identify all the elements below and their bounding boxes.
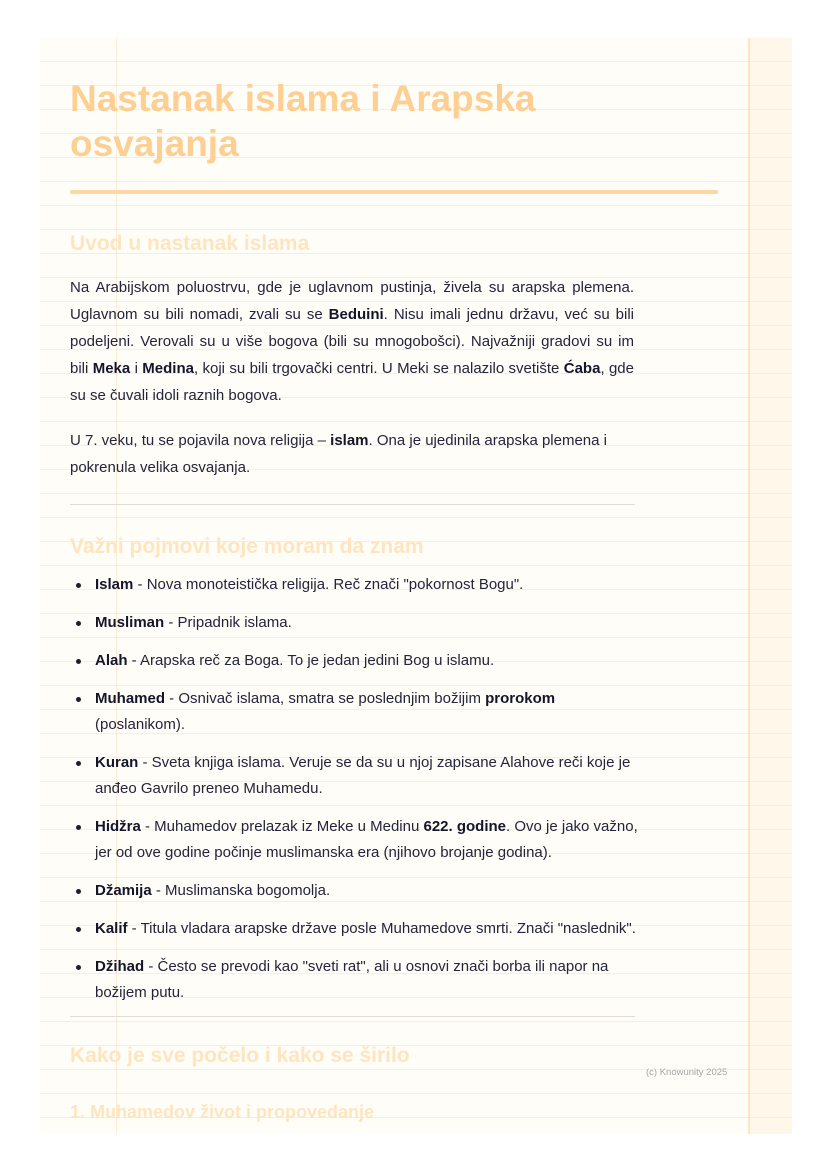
list-item: Džihad - Često se prevodi kao "sveti rat", ali u osnovi znači borba ili napor na božijem putu. — [70, 954, 640, 1006]
list-item: Musliman - Pripadnik islama. — [70, 610, 640, 636]
list-item: Islam - Nova monoteistička religija. Reč znači "pokornost Bogu". — [70, 572, 640, 598]
bullet-icon — [76, 583, 81, 588]
term-beduini: Beduini — [328, 306, 384, 323]
list-item: Muhamed - Osnivač islama, smatra se poslednjim božijim prorokom (poslanikom). — [70, 686, 640, 738]
bullet-icon — [76, 965, 81, 970]
title-underline — [70, 190, 718, 194]
term-medina: Medina — [142, 360, 194, 377]
intro-paragraph-1: Na Arabijskom poluostrvu, gde je uglavnom pustinja, živela su arapska plemena. Uglavnom su bili nomadi, zvali su se Beduini. Nisu imali jednu državu, već su bili podeljeni. Verovali su u više bogova (bili su mnogobošci). Najvažniji gradovi su im bili Meka i Medina, koji su bili trgovački centri. U Meki se nalazilo svetište Ćaba, gde su se čuvali idoli raznih bogova. — [70, 279, 634, 404]
list-item: Kuran - Sveta knjiga islama. Veruje se da su u njoj zapisane Alahove reči koje je anđeo Gavrilo preneo Muhamedu. — [70, 750, 640, 802]
list-item: Alah - Arapska reč za Boga. To je jedan jedini Bog u islamu. — [70, 648, 640, 674]
intro-paragraph-2: U 7. veku, tu se pojavila nova religija – islam. Ona je ujedinila arapska plemena i pokrenula velika osvajanja. — [70, 432, 607, 476]
paper-margin-band — [748, 38, 792, 1134]
list-item: Kalif - Titula vladara arapske države posle Muhamedove smrti. Znači "naslednik". — [70, 916, 640, 942]
bullet-icon — [76, 761, 81, 766]
bullet-icon — [76, 889, 81, 894]
term-meka: Meka — [92, 360, 131, 377]
copyright-footer: (c) Knowunity 2025 — [646, 1067, 728, 1078]
section-heading-intro: Uvod u nastanak islama — [70, 232, 310, 255]
bullet-icon — [76, 621, 81, 626]
list-item: Hidžra - Muhamedov prelazak iz Meke u Medinu 622. godine. Ovo je jako važno, jer od ove godine počinje muslimanska era (njihovo brojanje godina). — [70, 814, 640, 866]
section-divider — [70, 1016, 635, 1017]
bullet-icon — [76, 659, 81, 664]
section-heading-terms: Važni pojmovi koje moram da znam — [70, 535, 424, 558]
section-divider — [70, 504, 635, 505]
bullet-icon — [76, 697, 81, 702]
section-heading-origins: Kako je sve počelo i kako se širilo — [70, 1044, 410, 1067]
term-caba: Ćaba — [563, 360, 601, 377]
bullet-icon — [76, 825, 81, 830]
list-item: Džamija - Muslimanska bogomolja. — [70, 878, 640, 904]
term-islam: islam — [330, 432, 369, 449]
terms-list — [70, 572, 640, 1018]
subsection-heading: 1. Muhamedov život i propovedanje — [70, 1102, 375, 1122]
page-title: Nastanak islama i Arapska osvajanja — [70, 78, 536, 164]
bullet-icon — [76, 927, 81, 932]
document-page — [40, 38, 792, 1134]
